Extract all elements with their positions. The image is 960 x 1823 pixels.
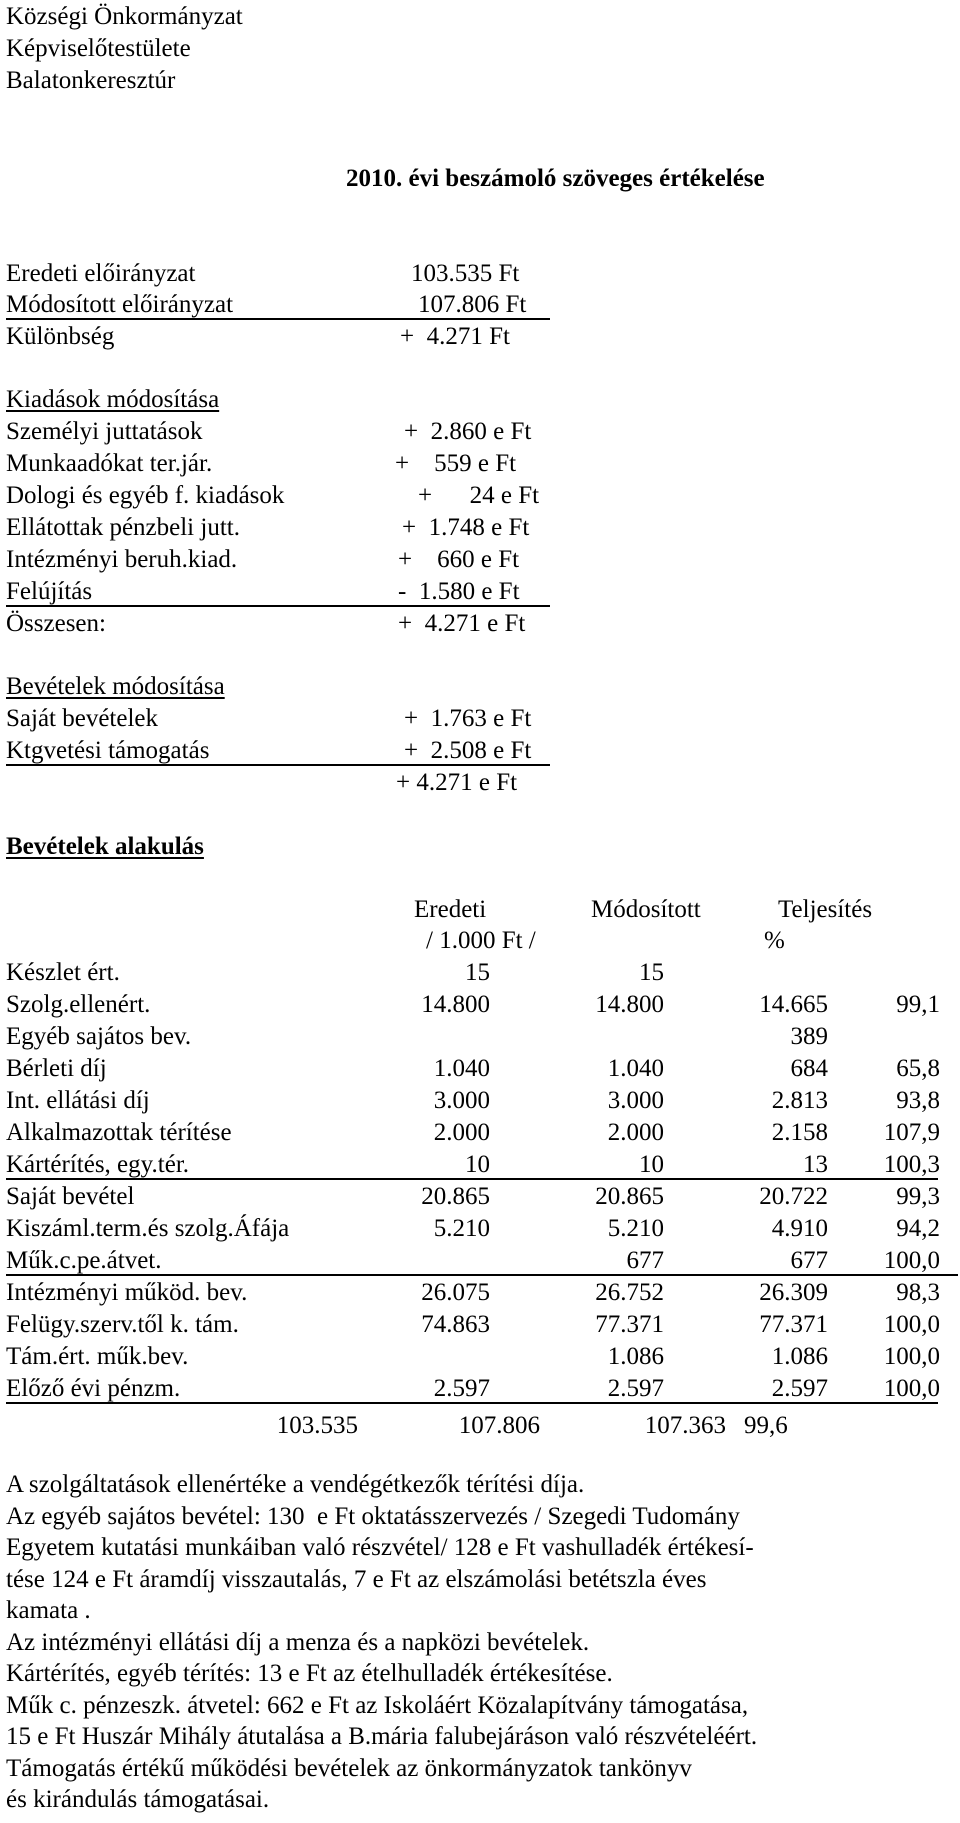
- table-row-underline: [6, 1402, 938, 1404]
- table-cell-pct: 100,0: [883, 1375, 940, 1402]
- table-cell-modositott: 20.865: [595, 1183, 664, 1210]
- expenses-heading: Kiadások módosítása: [6, 386, 220, 413]
- note-line: 15 e Ft Huszár Mihály átutalása a B.mária falubejáráson való részvételéért.: [6, 1723, 758, 1750]
- total-teljesites: 107.363: [644, 1412, 726, 1439]
- table-cell-modositott: 1.040: [607, 1055, 664, 1082]
- col-header-eredeti: Eredeti: [414, 896, 487, 923]
- table-row-label: Készlet ért.: [6, 959, 120, 986]
- table-cell-teljesites: 14.665: [759, 991, 828, 1018]
- table-cell-teljesites: 2.158: [771, 1119, 828, 1146]
- table-row-label: Műk.c.pe.átvet.: [6, 1247, 162, 1274]
- expenses-underline: [6, 605, 550, 607]
- table-cell-modositott: 2.000: [607, 1119, 664, 1146]
- table-cell-modositott: 3.000: [607, 1087, 664, 1114]
- table-row-label: Felügy.szerv.től k. tám.: [6, 1311, 239, 1338]
- note-line: Az intézményi ellátási díj a menza és a napközi bevételek.: [6, 1628, 590, 1656]
- table-cell-eredeti: 3.000: [433, 1087, 490, 1114]
- table-cell-pct: 100,0: [883, 1247, 940, 1274]
- table-cell-teljesites: 2.813: [771, 1087, 828, 1114]
- table-row-underline: [6, 1274, 958, 1276]
- org-line-2: Képviselőtestülete: [6, 35, 191, 62]
- table-cell-modositott: 10: [639, 1151, 664, 1178]
- table-cell-modositott: 14.800: [595, 991, 664, 1018]
- table-row-label: Intézményi működ. bev.: [6, 1279, 248, 1306]
- table-cell-eredeti: 74.863: [421, 1311, 490, 1338]
- revenue-mod-value: + 1.763 e Ft: [404, 705, 532, 732]
- table-cell-pct: 98,3: [896, 1279, 940, 1306]
- table-cell-teljesites: 389: [790, 1023, 828, 1050]
- note-line: Egyetem kutatási munkáiban való részvétel/ 128 e Ft vashulladék értékesí-: [6, 1534, 754, 1561]
- table-cell-eredeti: 2.000: [433, 1119, 490, 1146]
- col-header-modositott: Módosított: [591, 896, 701, 923]
- table-row-label: Tám.ért. műk.bev.: [6, 1343, 189, 1370]
- unit-label: / 1.000 Ft /: [426, 927, 536, 954]
- expense-label: Felújítás: [6, 578, 93, 605]
- table-cell-teljesites: 26.309: [759, 1279, 828, 1306]
- document-title: 2010. évi beszámoló szöveges értékelése: [346, 165, 765, 192]
- table-row-label: Előző évi pénzm.: [6, 1375, 181, 1402]
- table-cell-teljesites: 13: [803, 1151, 828, 1178]
- summary-label-modositott: Módosított előirányzat: [6, 291, 234, 318]
- total-modositott: 107.806: [458, 1412, 540, 1439]
- note-line: A szolgáltatások ellenértéke a vendégétkezők térítési díja.: [6, 1471, 585, 1498]
- table-cell-eredeti: 15: [465, 959, 490, 986]
- table-cell-pct: 93,8: [896, 1087, 940, 1114]
- table-row-label: Int. ellátási díj: [6, 1087, 150, 1114]
- table-cell-pct: 99,1: [896, 991, 940, 1018]
- percent-label: %: [764, 927, 785, 954]
- expense-label: Munkaadókat ter.jár.: [6, 450, 213, 477]
- table-row-underline: [6, 1178, 938, 1180]
- expense-value: + 24 e Ft: [418, 482, 540, 509]
- expense-label: Intézményi beruh.kiad.: [6, 546, 238, 573]
- expense-total-label: Összesen:: [6, 610, 106, 637]
- table-cell-eredeti: 2.597: [433, 1375, 490, 1402]
- table-cell-modositott: 5.210: [607, 1215, 664, 1242]
- summary-value-kulonbseg: + 4.271 Ft: [400, 323, 510, 350]
- note-line: és kirándulás támogatásai.: [6, 1786, 270, 1813]
- table-cell-pct: 65,8: [896, 1055, 940, 1082]
- note-line: Műk c. pénzeszk. átvetel: 662 e Ft az Iskoláért Közalapítvány támogatása,: [6, 1691, 749, 1719]
- summary-value-eredeti: 103.535 Ft: [411, 260, 520, 287]
- table-row-label: Szolg.ellenért.: [6, 991, 151, 1018]
- revenue-mod-value: + 2.508 e Ft: [404, 737, 532, 764]
- revenue-table-heading: Bevételek alakulás: [6, 833, 204, 860]
- table-cell-modositott: 26.752: [595, 1279, 664, 1306]
- table-cell-teljesites: 2.597: [771, 1375, 828, 1402]
- expense-label: Ellátottak pénzbeli jutt.: [6, 514, 240, 541]
- table-cell-eredeti: 26.075: [421, 1279, 490, 1306]
- expense-label: Személyi juttatások: [6, 418, 203, 445]
- table-cell-eredeti: 5.210: [433, 1215, 490, 1242]
- expense-label: Dologi és egyéb f. kiadások: [6, 482, 285, 509]
- expense-value: + 660 e Ft: [398, 546, 520, 573]
- table-cell-teljesites: 20.722: [759, 1183, 828, 1210]
- table-cell-eredeti: 20.865: [421, 1183, 490, 1210]
- note-line: Támogatás értékű működési bevételek az önkormányzatok tankönyv: [6, 1754, 692, 1782]
- table-row-label: Kiszáml.term.és szolg.Áfája: [6, 1215, 290, 1242]
- expense-value: + 2.860 e Ft: [404, 418, 532, 445]
- org-line-1: Községi Önkormányzat: [6, 3, 243, 30]
- note-line: kamata .: [6, 1597, 91, 1624]
- revenue-mod-total: + 4.271 e Ft: [396, 769, 518, 796]
- table-row-label: Bérleti díj: [6, 1055, 107, 1082]
- table-cell-modositott: 2.597: [607, 1375, 664, 1402]
- summary-underline: [6, 318, 550, 320]
- revenue-mod-label: Saját bevételek: [6, 705, 159, 732]
- total-eredeti: 103.535: [276, 1412, 358, 1439]
- table-cell-pct: 100,0: [883, 1343, 940, 1370]
- expense-total-value: + 4.271 e Ft: [398, 610, 526, 637]
- expense-value: + 559 e Ft: [395, 450, 517, 477]
- table-cell-pct: 100,3: [883, 1151, 940, 1178]
- note-line: Az egyéb sajátos bevétel: 130 e Ft oktatásszervezés / Szegedi Tudomány: [6, 1502, 740, 1530]
- table-cell-modositott: 1.086: [607, 1343, 664, 1370]
- table-cell-pct: 94,2: [896, 1215, 940, 1242]
- table-row-label: Egyéb sajátos bev.: [6, 1023, 192, 1050]
- note-line: tése 124 e Ft áramdíj visszautalás, 7 e Ft az elszámolási betétszla éves: [6, 1565, 707, 1593]
- revenue-mod-underline: [6, 764, 550, 766]
- table-cell-modositott: 15: [639, 959, 664, 986]
- summary-label-kulonbseg: Különbség: [6, 323, 115, 350]
- col-header-teljesites: Teljesítés: [778, 896, 873, 923]
- table-cell-teljesites: 677: [790, 1247, 828, 1274]
- revenue-mod-heading: Bevételek módosítása: [6, 673, 225, 700]
- table-cell-modositott: 77.371: [595, 1311, 664, 1338]
- org-line-3: Balatonkeresztúr: [6, 67, 176, 94]
- table-row-label: Kártérítés, egy.tér.: [6, 1151, 190, 1178]
- expense-value: - 1.580 e Ft: [398, 578, 520, 605]
- table-cell-teljesites: 684: [790, 1055, 828, 1082]
- revenue-mod-label: Ktgvetési támogatás: [6, 737, 210, 764]
- table-cell-modositott: 677: [626, 1247, 664, 1274]
- table-cell-pct: 99,3: [896, 1183, 940, 1210]
- table-row-label: Alkalmazottak térítése: [6, 1119, 232, 1146]
- table-cell-pct: 107,9: [883, 1119, 940, 1146]
- table-cell-pct: 100,0: [883, 1311, 940, 1338]
- summary-label-eredeti: Eredeti előirányzat: [6, 260, 196, 287]
- table-cell-teljesites: 4.910: [771, 1215, 828, 1242]
- table-cell-eredeti: 10: [465, 1151, 490, 1178]
- table-cell-teljesites: 77.371: [759, 1311, 828, 1338]
- expense-value: + 1.748 e Ft: [402, 514, 530, 541]
- total-pct: 99,6: [744, 1412, 788, 1439]
- table-cell-eredeti: 14.800: [421, 991, 490, 1018]
- note-line: Kártérítés, egyéb térítés: 13 e Ft az ételhulladék értékesítése.: [6, 1660, 613, 1687]
- table-cell-teljesites: 1.086: [771, 1343, 828, 1370]
- table-cell-eredeti: 1.040: [433, 1055, 490, 1082]
- table-row-label: Saját bevétel: [6, 1183, 135, 1210]
- summary-value-modositott: 107.806 Ft: [418, 291, 527, 318]
